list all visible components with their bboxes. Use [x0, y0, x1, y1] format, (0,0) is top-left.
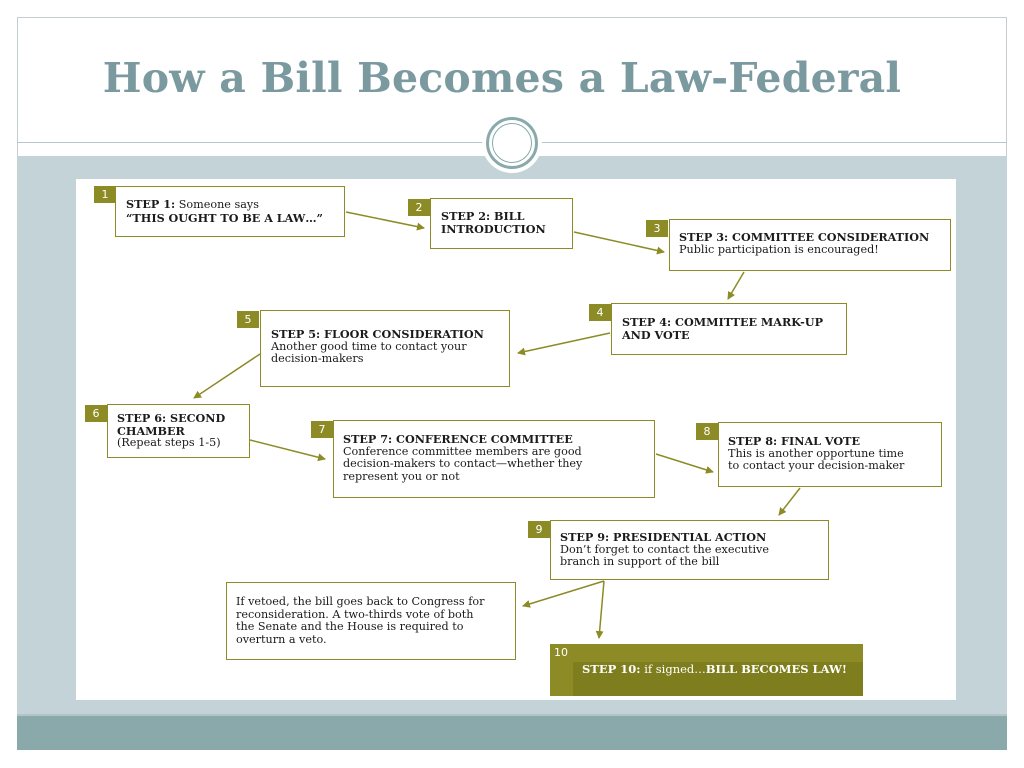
slide-footer	[17, 716, 1007, 750]
step-2-title-line2: INTRODUCTION	[441, 221, 546, 236]
step-5-badge: 5	[237, 311, 259, 328]
step-6-title: STEP 6: SECOND	[117, 411, 226, 425]
step-4-badge: 4	[589, 304, 611, 321]
step-10-box	[550, 644, 863, 696]
step-6-title-line2: CHAMBER	[117, 423, 185, 438]
step-2-title: STEP 2: BILL	[441, 209, 525, 223]
step-9-text-line2: branch in support of the bill	[560, 555, 720, 568]
step-3-badge: 3	[646, 220, 668, 237]
step-9-box	[550, 520, 829, 580]
step-10-emphasis: BILL BECOMES LAW!	[705, 662, 847, 676]
step-1-title: STEP 1:	[126, 197, 176, 211]
step-10-text: if signed…	[644, 662, 706, 676]
step-4-box	[611, 303, 847, 355]
veto-text-line2: reconsideration. A two-thirds vote of both	[236, 607, 474, 621]
step-6-box	[107, 404, 250, 458]
step-5-box	[260, 310, 510, 387]
step-7-text-line3: represent you or not	[343, 469, 460, 483]
step-5-text: Another good time to contact your	[271, 339, 467, 353]
slide-title: How a Bill Becomes a Law-Federal	[102, 54, 902, 102]
veto-text-line3: the Senate and the House is required to	[236, 620, 464, 633]
step-10-number: 10	[554, 646, 568, 659]
step-8-text-line2: to contact your decision-maker	[728, 459, 905, 472]
step-8-text: This is another opportune time	[728, 446, 904, 460]
step-5-text-line2: decision-makers	[271, 352, 364, 365]
step-5-title: STEP 5: FLOOR CONSIDERATION	[271, 327, 484, 341]
step-7-title: STEP 7: CONFERENCE COMMITTEE	[343, 432, 573, 446]
step-9-title: STEP 9: PRESIDENTIAL ACTION	[560, 530, 767, 544]
step-9-badge: 9	[528, 521, 550, 538]
step-3-text: Public participation is encouraged!	[679, 242, 879, 256]
step-2-badge: 2	[408, 199, 430, 216]
step-3-title: STEP 3: COMMITTEE CONSIDERATION	[679, 230, 930, 244]
step-9-text: Don’t forget to contact the executive	[560, 542, 769, 556]
step-4-title-line2: AND VOTE	[622, 327, 690, 342]
step-7-box	[333, 420, 655, 498]
step-2-box	[430, 198, 573, 249]
step-1-text: Someone says	[178, 198, 259, 211]
step-7-text-line2: decision-makers to contact—whether they	[343, 457, 583, 470]
veto-text-line4: overturn a veto.	[236, 632, 327, 646]
step-8-box	[718, 422, 942, 487]
veto-box	[226, 582, 516, 660]
step-8-badge: 8	[696, 423, 718, 440]
step-4-title: STEP 4: COMMITTEE MARK-UP	[622, 315, 823, 329]
step-1-box	[115, 186, 345, 237]
ring-ornament-inner-icon	[492, 123, 532, 163]
step-6-badge: 6	[85, 405, 107, 422]
veto-text-line1: If vetoed, the bill goes back to Congress for	[236, 595, 485, 608]
step-7-text: Conference committee members are good	[343, 444, 582, 458]
step-10-title: STEP 10:	[582, 662, 641, 676]
step-6-text: (Repeat steps 1-5)	[117, 436, 221, 449]
step-3-box	[669, 219, 951, 271]
step-1-badge: 1	[94, 186, 116, 203]
step-8-title: STEP 8: FINAL VOTE	[728, 434, 860, 448]
step-7-badge: 7	[311, 421, 333, 438]
step-1-quote: “THIS OUGHT TO BE A LAW…”	[126, 210, 323, 225]
